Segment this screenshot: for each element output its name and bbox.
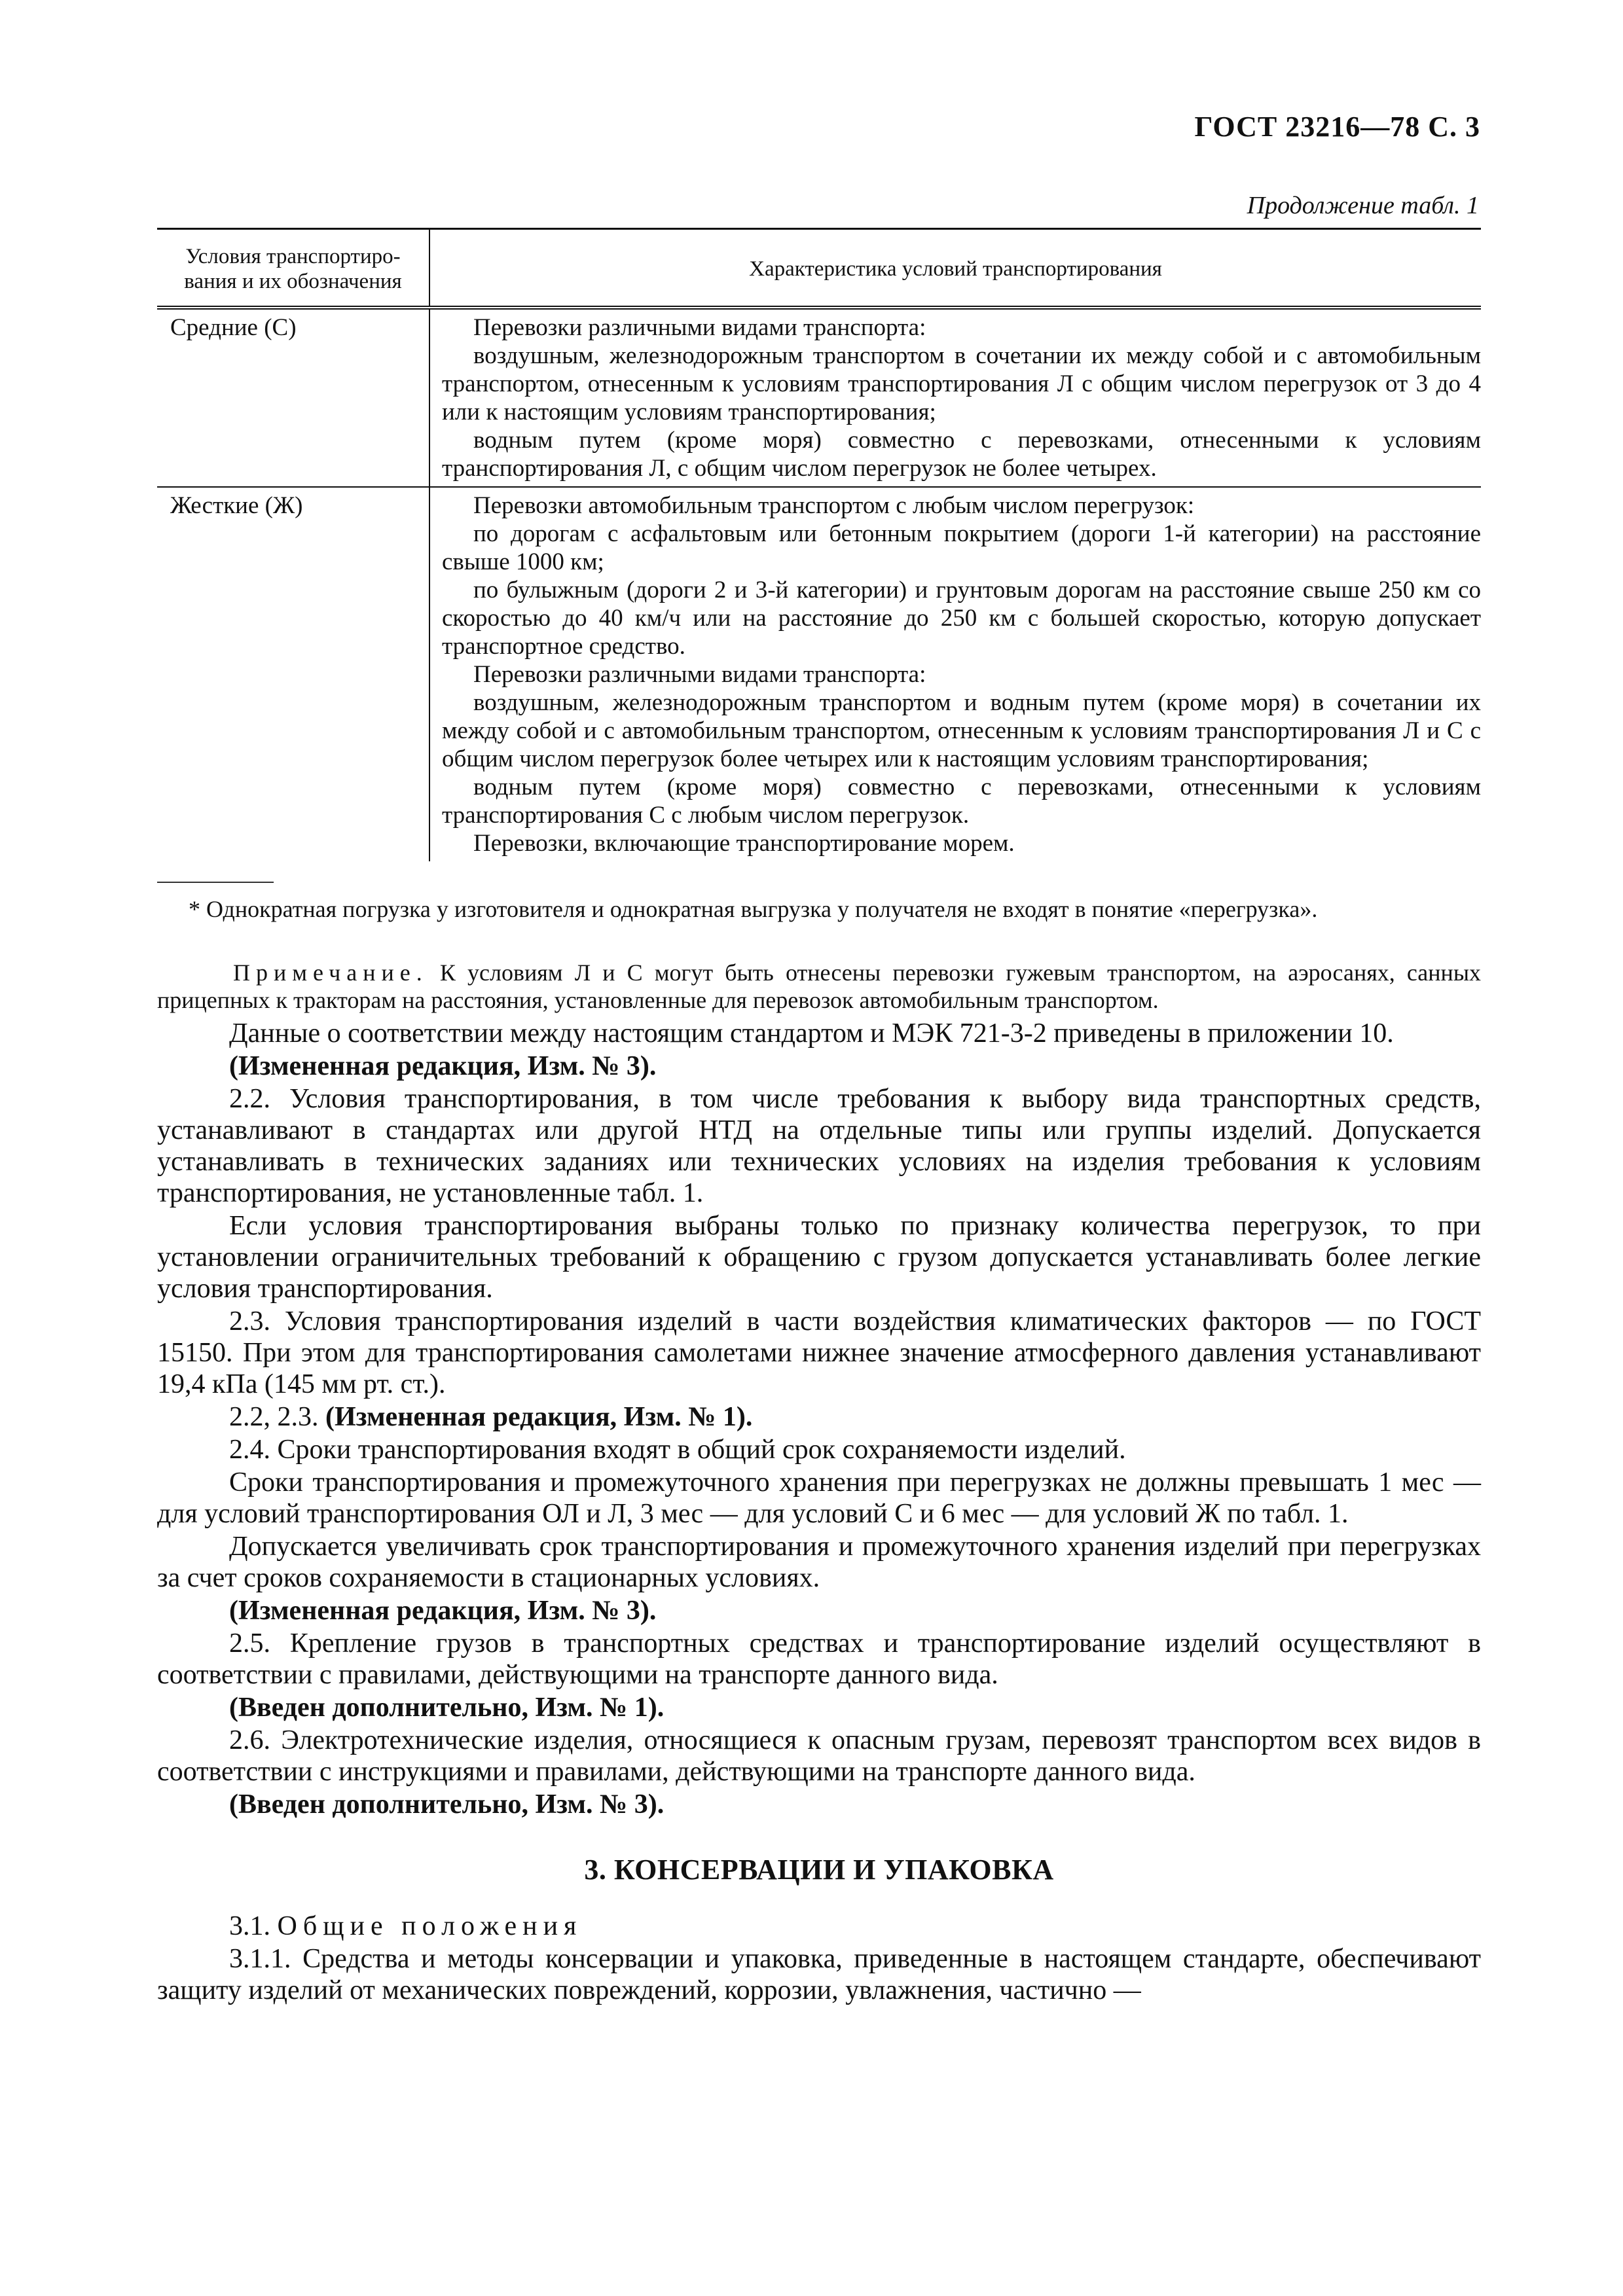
description-paragraph: водным путем (кроме моря) совместно с перевозками, отнесенными к условиям транспортирования Л, с общим числом перегрузок не более четырех. (442, 427, 1481, 482)
paragraph (157, 1401, 1481, 1433)
body-text (157, 1018, 1481, 2007)
description-cell (429, 308, 1481, 487)
subsection-title: Общие положения (277, 1911, 583, 1941)
paragraph: Сроки транспортирования и промежуточного хранения при перегрузках не должны превышать 1 мес — для условий транспортирования ОЛ и Л, 3 мес — для условий С и 6 мес — для условий Ж по табл. 1. (157, 1467, 1481, 1529)
table-continuation-label: Продолжение табл. 1 (1247, 192, 1479, 219)
condition-cell: Средние (С) (157, 308, 429, 487)
condition-cell: Жесткие (Ж) (157, 487, 429, 861)
paragraph: 2.5. Крепление грузов в транспортных средствах и транспортирование изделий осуществляют в соответствии с правилами, действующими на транспорте данного вида. (157, 1628, 1481, 1690)
page-header: ГОСТ 23216—78 С. 3 (1194, 111, 1480, 143)
table-header-row (157, 229, 1481, 308)
paragraph: 2.2. Условия транспортирования, в том числе требования к выбору вида транспортных средств, устанавливают в стандартах или другой НТД на отдельные типы или группы изделий. Допускается устанавливать в технических заданиях или технических условиях на изделия требования к условиям транспортирования, не установленные табл. 1. (157, 1084, 1481, 1208)
description-paragraph: воздушным, железнодорожным транспортом и водным путем (кроме моря) в сочетании их между собой и с автомобильным транспортом, отнесенным к условиям транспортирования Л и С с общим числом перегрузок более четырех или к настоящим условиям транспортирования; (442, 689, 1481, 772)
paragraph: 2.6. Электротехнические изделия, относящиеся к опасным грузам, перевозят транспортом всех видов в соответствии с инструкциями и правилами, действующими на транспорте данного вида. (157, 1725, 1481, 1787)
description-paragraph: Перевозки различными видами транспорта: (473, 661, 926, 688)
description-paragraph: Перевозки, включающие транспортирование морем. (473, 830, 1015, 857)
section-title: 3. КОНСЕРВАЦИИ И УПАКОВКА (584, 1854, 1054, 1886)
amendment-note: (Введен дополнительно, Изм. № 1). (229, 1693, 665, 1723)
table-note (157, 959, 1481, 1014)
amendment-note: (Измененная редакция, Изм. № 3). (229, 1051, 657, 1081)
footnote: * Однократная погрузка у изготовителя и однократная выгрузка у получателя не входят в понятие «перегрузка». (189, 896, 1318, 922)
footnote-divider (157, 882, 274, 883)
amendment-note: (Измененная редакция, Изм. № 1). (325, 1402, 753, 1432)
paragraph: 2.4. Сроки транспортирования входят в общий срок сохраняемости изделий. (229, 1435, 1126, 1465)
description-paragraph: по булыжным (дороги 2 и 3-й категории) и грунтовым дорогам на расстояние свыше 250 км со скоростью до 40 км/ч или на расстояние до 250 км с большей скоростью, которую допускает транспортное средство. (442, 577, 1481, 660)
table-row (157, 308, 1481, 487)
subsection-number: 3.1. (229, 1911, 270, 1941)
description-paragraph: воздушным, железнодорожным транспортом в сочетании их между собой и с автомобильным транспортом, отнесенным к условиям транспортирования Л с общим числом перегрузок от 3 до 4 или к настоящим условиям транспортирования; (442, 342, 1481, 425)
description-paragraph: Перевозки различными видами транспорта: (473, 314, 926, 341)
paragraph: 2.3. Условия транспортирования изделий в части воздействия климатических факторов — по ГОСТ 15150. При этом для транспортирования самолетами нижнее значение атмосферного давления устанавливают 19,4 кПа (145 мм рт. ст.). (157, 1306, 1481, 1399)
subsection-heading (157, 1910, 1481, 1942)
description-paragraph: водным путем (кроме моря) совместно с перевозками, отнесенными к условиям транспортирования С с любым числом перегрузок. (442, 774, 1481, 829)
clause-reference: 2.2, 2.3. (229, 1402, 319, 1432)
transport-conditions-table (157, 228, 1481, 861)
paragraph: Если условия транспортирования выбраны только по признаку количества перегрузок, то при установлении ограничительных требований к обращению с грузом допускается устанавливать более легкие условия транспортирования. (157, 1211, 1481, 1304)
amendment-note: (Введен дополнительно, Изм. № 3). (229, 1789, 665, 1820)
note-label: Примечание. (233, 960, 428, 986)
description-cell (429, 487, 1481, 861)
paragraph: Данные о соответствии между настоящим стандартом и МЭК 721-3-2 приведены в приложении 10. (229, 1018, 1394, 1049)
description-paragraph: Перевозки автомобильным транспортом с любым числом перегрузок: (473, 492, 1195, 519)
amendment-note: (Измененная редакция, Изм. № 3). (229, 1596, 657, 1626)
paragraph: 3.1.1. Средства и методы консервации и упаковка, приведенные в настоящем стандарте, обеспечивают защиту изделий от механических повреждений, коррозии, увлажнения, частично — (157, 1944, 1481, 2005)
note-text: К условиям Л и С могут быть отнесены перевозки гужевым транспортом, на аэросанях, санных прицепных к тракторам на расстояния, установленные для перевозок автомобильным транспортом. (157, 960, 1482, 1013)
table-row (157, 487, 1481, 861)
table-header-characteristics: Характеристика условий транспортирования (429, 229, 1481, 308)
paragraph: Допускается увеличивать срок транспортирования и промежуточного хранения изделий при перегрузках за счет сроков сохраняемости в стационарных условиях. (157, 1532, 1481, 1593)
description-paragraph: по дорогам с асфальтовым или бетонным покрытием (дороги 1-й категории) на расстояние свыше 1000 км; (442, 520, 1481, 575)
table-header-conditions: Условия транспортиро-вания и их обозначения (157, 229, 429, 308)
